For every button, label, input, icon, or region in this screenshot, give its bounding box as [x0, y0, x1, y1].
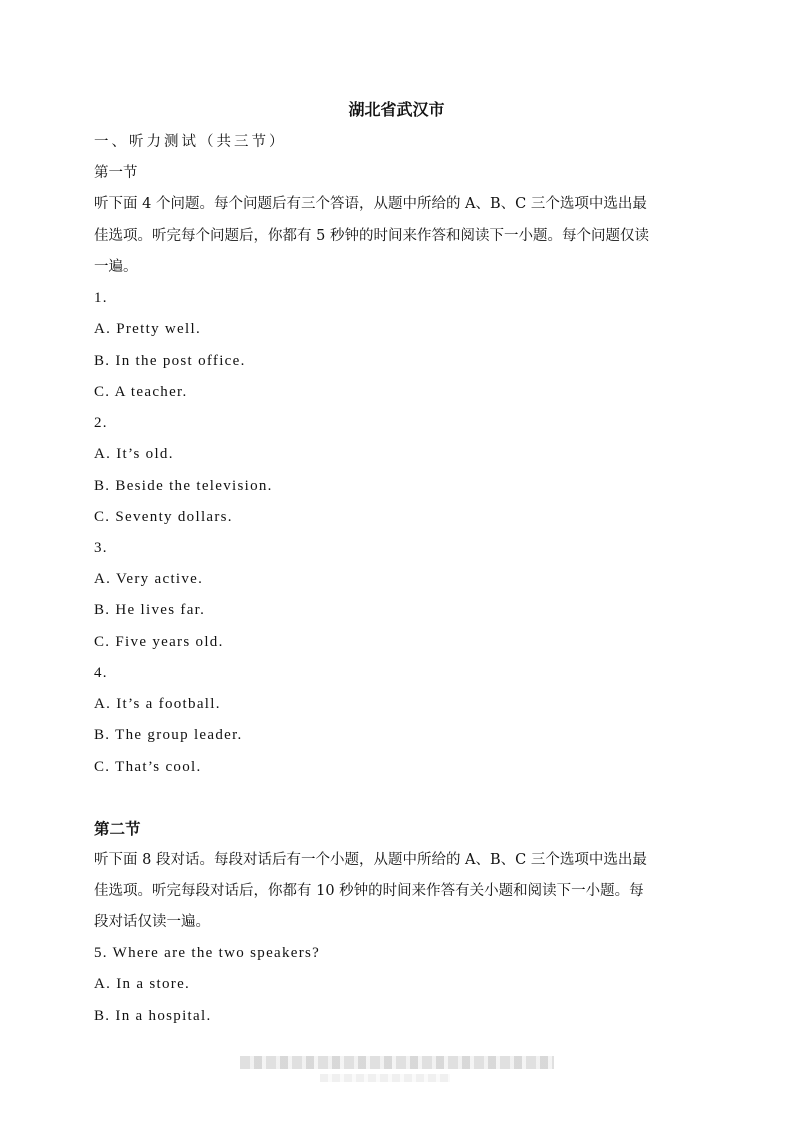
question-number: 2.	[94, 415, 108, 431]
part2-instructions-line: 听下面 8 段对话。每段对话后有一个小题，从题中所给的 A、B、C 三个选项中选出最	[94, 852, 647, 868]
answer-option: A. Very active.	[94, 571, 204, 587]
answer-option: C. Seventy dollars.	[94, 509, 233, 525]
part2-heading: 第二节	[94, 819, 141, 838]
answer-option: C. Five years old.	[94, 634, 224, 650]
part1-instructions-line: 一遍。	[94, 259, 138, 275]
question-number: 3.	[94, 540, 108, 556]
answer-option: B. In the post office.	[94, 353, 246, 369]
answer-option: B. He lives far.	[94, 602, 206, 618]
part1-heading: 第一节	[94, 165, 138, 181]
answer-option: A. It’s a football.	[94, 696, 221, 712]
question-number: 4.	[94, 665, 108, 681]
answer-option: A. Pretty well.	[94, 321, 201, 337]
answer-option: A. In a store.	[94, 976, 191, 992]
question-number: 1.	[94, 290, 108, 306]
answer-option: C. That’s cool.	[94, 759, 202, 775]
part1-instructions-line: 佳选项。听完每个问题后，你都有 5 秒钟的时间来作答和阅读下一小题。每个问题仅读	[94, 228, 649, 244]
page-title: 湖北省武汉市	[348, 100, 445, 119]
blurred-footer-watermark	[240, 1056, 554, 1069]
answer-option: C. A teacher.	[94, 384, 188, 400]
part2-instructions-line: 佳选项。听完每段对话后，你都有 10 秒钟的时间来作答有关小题和阅读下一小题。每	[94, 883, 644, 899]
section-heading: 一、听力测试（共三节）	[94, 134, 287, 150]
answer-option: B. Beside the television.	[94, 478, 273, 494]
part1-instructions-line: 听下面 4 个问题。每个问题后有三个答语，从题中所给的 A、B、C 三个选项中选出最	[94, 196, 647, 212]
answer-option: A. It’s old.	[94, 446, 174, 462]
answer-option: B. The group leader.	[94, 727, 243, 743]
answer-option: B. In a hospital.	[94, 1008, 212, 1024]
part2-instructions-line: 段对话仅读一遍。	[94, 914, 210, 930]
question-stem: 5. Where are the two speakers?	[94, 945, 321, 961]
blurred-footer-watermark	[320, 1074, 450, 1082]
